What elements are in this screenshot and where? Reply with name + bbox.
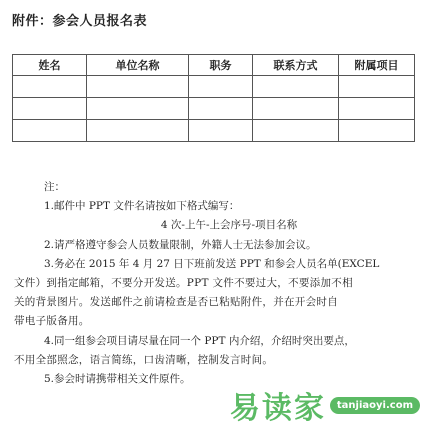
column-header-contact: 联系方式: [253, 55, 339, 76]
table-cell: [189, 76, 253, 98]
table-cell: [87, 120, 189, 142]
table-cell: [13, 98, 87, 120]
note-item-3-cont: 文件）到指定邮箱，不要分开发送。PPT 文件不要过大，不要添加不相: [14, 277, 353, 290]
notes-label: 注：: [44, 181, 65, 193]
table-cell: [339, 98, 415, 120]
table-cell: [253, 120, 339, 142]
table-cell: [253, 98, 339, 120]
column-header-organization: 单位名称: [87, 55, 189, 76]
watermark-logo: [230, 383, 420, 427]
table-cell: [189, 120, 253, 142]
table-cell: [189, 98, 253, 120]
table-cell: [253, 76, 339, 98]
note-item-3: 3.务必在 2015 年 4 月 27 日下班前发送 PPT 和参会人员名单(EXCEL: [44, 257, 380, 270]
table-cell: [13, 120, 87, 142]
table-cell: [87, 98, 189, 120]
page-title: 附件：参会人员报名表: [12, 14, 148, 29]
watermark-badge: tanjiaoyi.com: [330, 397, 420, 414]
table-row: [13, 120, 415, 142]
table-row: [13, 98, 415, 120]
column-header-position: 职务: [189, 55, 253, 76]
note-item-2: 2.请严格遵守参会人员数量限制，外籍人士无法参加会议。: [44, 238, 317, 251]
note-item-4-cont: 不用全部照念，语言简练，口齿清晰，控制发言时间。: [14, 353, 274, 366]
column-header-project: 附属项目: [339, 55, 415, 76]
table-header-row: [13, 55, 415, 76]
note-item-5: 5.参会时请携带相关文件原件。: [44, 373, 191, 386]
table-cell: [87, 76, 189, 98]
watermark-text: 易读家: [229, 391, 326, 426]
note-item-4: 4.同一组参会项目请尽量在同一个 PPT 内介绍，介绍时突出要点，: [44, 334, 355, 347]
note-item-3-cont: 关的背景图片。发送邮件之前请检查是否已粘贴附件，并在开会时自: [14, 296, 338, 309]
table-cell: [13, 76, 87, 98]
column-header-name: 姓名: [13, 55, 87, 76]
note-filename-format: 4 次-上午-上会序号-项目名称: [160, 219, 298, 232]
registration-table: [12, 54, 415, 142]
note-item-1: 1.邮件中 PPT 文件名请按如下格式编写：: [44, 200, 240, 213]
table-cell: [339, 76, 415, 98]
table-row: [13, 76, 415, 98]
note-item-3-cont: 带电子版备用。: [14, 315, 90, 328]
notes-section: [14, 178, 414, 389]
table-cell: [339, 120, 415, 142]
